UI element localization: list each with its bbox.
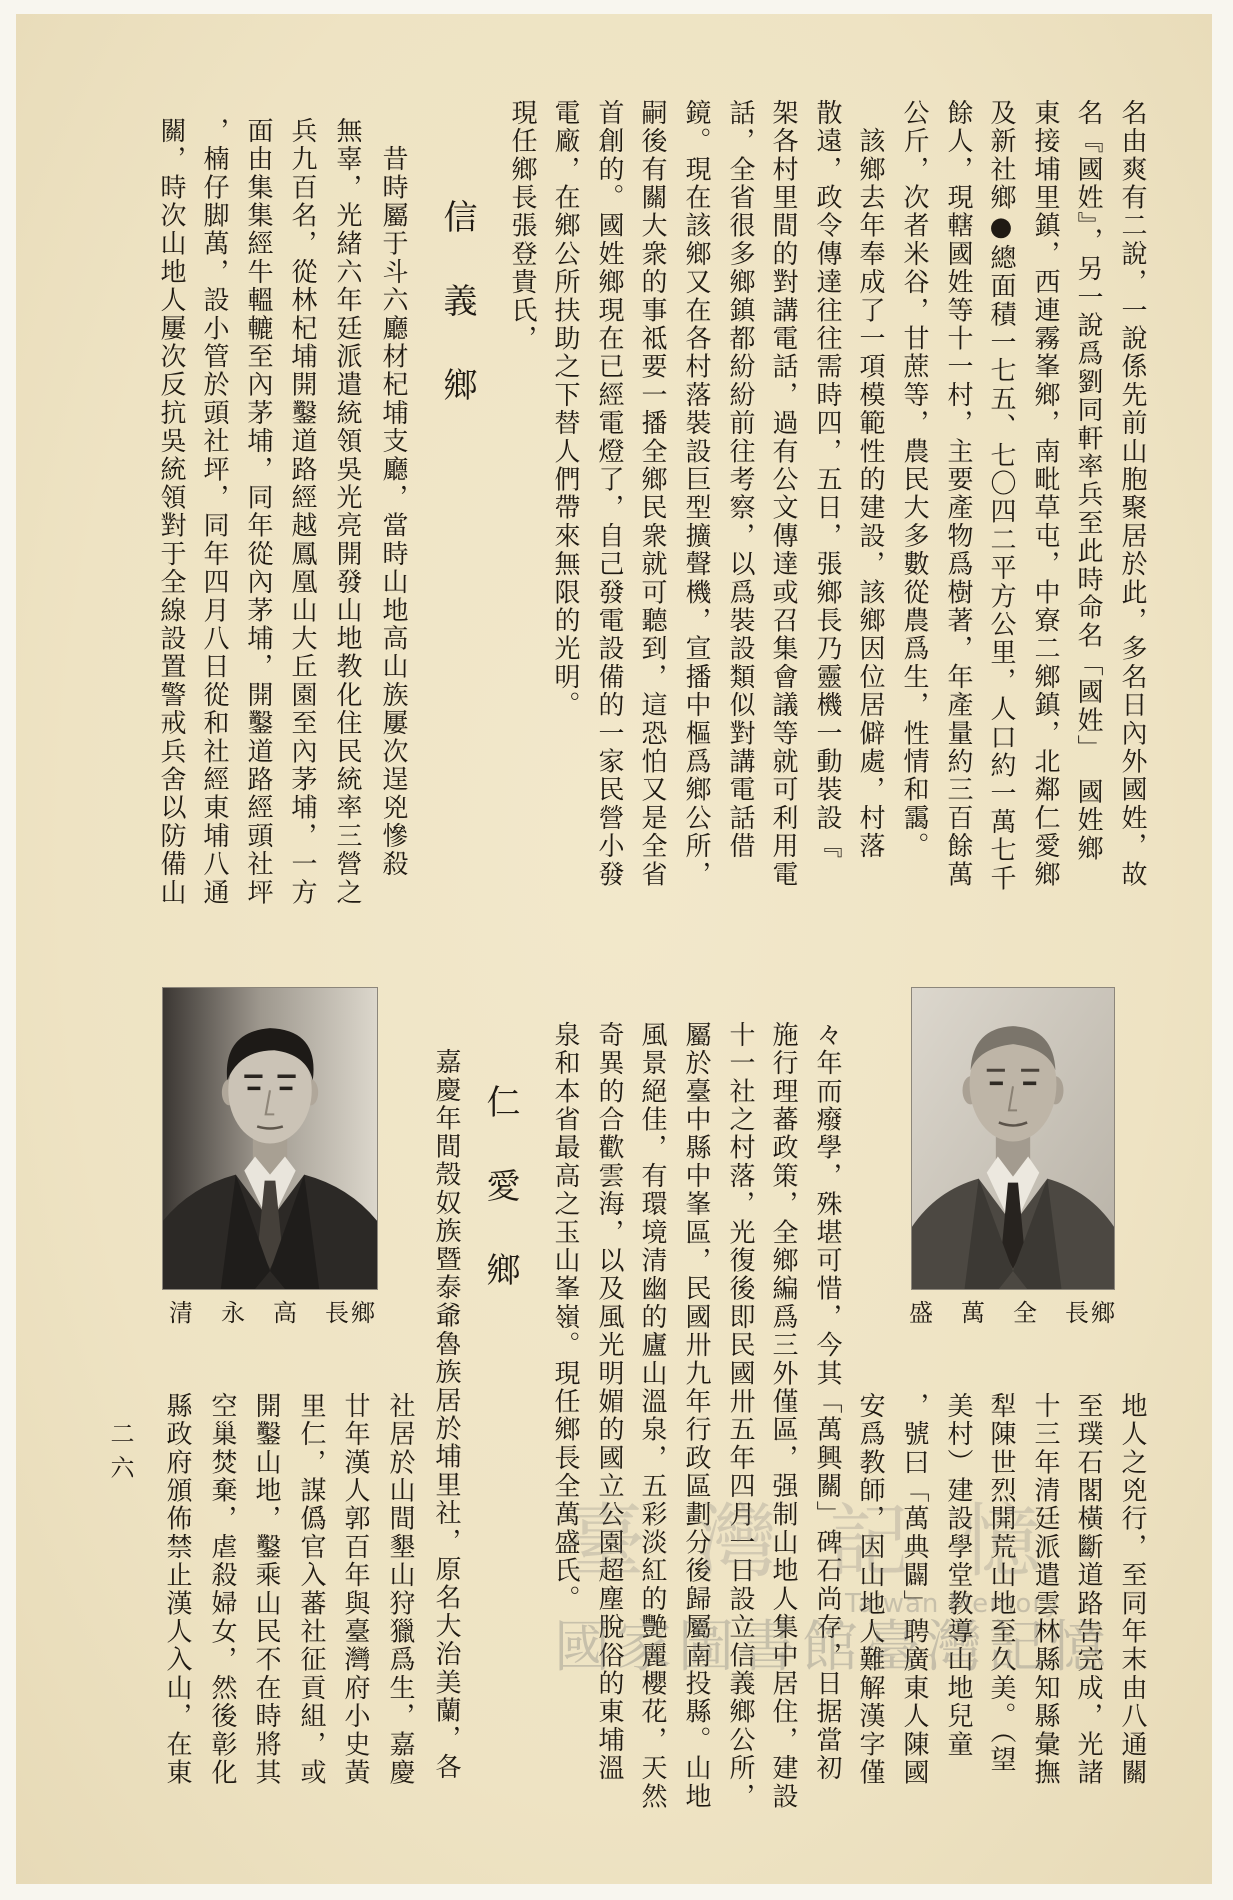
text-column: 地人之兇行，至同年末由八通關 (1117, 1392, 1147, 1787)
watermark-text: 國家圖書館臺灣記憶 (554, 1615, 1112, 1680)
text-column: 架各村里間的對講電話，過有公文傳達或召集會議等就可利用電 (768, 99, 798, 889)
photo-caption: 鄉長 全 萬 盛 (909, 1299, 1117, 1327)
text-column: 至璞石閣橫斷道路告完成，光諸 (1073, 1392, 1103, 1787)
text-column: 公斤，次者米谷，甘蔗等，農民大多數從農爲生，性情和靄。 (899, 99, 929, 861)
text-column: 話，全省很多鄉鎮都紛紛前往考察，以爲裝設類似對講電話借 (725, 99, 755, 861)
portrait-image (163, 988, 377, 1289)
text-column: 東接埔里鎮，西連霧峯鄉，南毗草屯，中寮二鄉鎮，北鄰仁愛鄉 (1030, 99, 1060, 889)
text-column: 電廠，在鄉公所扶助之下替人們帶來無限的光明。 (550, 99, 580, 720)
section-heading-renai: 仁愛鄉 (480, 1084, 520, 1336)
text-column: 々年而癈學，殊堪可惜，今其「萬興關」碑石尚存，日据當初 (812, 1021, 842, 1783)
text-column: 無辜，光緒六年廷派遣統領吳光亮開發山地教化住民統率三營之 (332, 117, 362, 907)
text-column: 面由集集經牛轀轆至內茅埔，同年從內茅埔，開鑿道路經頭社坪 (243, 117, 273, 907)
text-column: 該鄉去年奉成了一項模範性的建設，該鄉因位居僻處，村落 (855, 99, 885, 861)
text-column: 奇異的合歡雲海，以及風光明媚的國立公園超塵脫俗的東埔溫 (594, 1021, 624, 1783)
text-column: 餘人，現轄國姓等十一村，主要產物爲樹著，年產量約三百餘萬 (943, 99, 973, 889)
text-column: 鏡。現在該鄉又在各村落裝設巨型擴聲機，宣播中樞爲鄉公所， (681, 99, 711, 889)
portrait-image (912, 988, 1114, 1289)
text-column: 首創的。國姓鄉現在已經電燈了，自己發電設備的一家民營小發 (594, 99, 624, 889)
text-column: 里仁，謀僞官入蕃社征貢組，或 (296, 1392, 326, 1787)
section-heading-xinyi: 信義鄉 (437, 199, 477, 451)
text-column: 名『國姓』，另一說爲劉同軒率兵至此時命名「國姓」 國姓鄉 (1073, 99, 1103, 863)
portrait-photo (162, 987, 378, 1290)
text-column: 昔時屬于斗六廳材杞埔支廳，當時山地高山族屢次逞兇慘殺 (378, 117, 408, 879)
text-column: ，號曰「萬典闢」聘廣東人陳國 (899, 1392, 929, 1787)
text-column: 十三年清廷派遣雲林縣知縣彙撫 (1030, 1392, 1060, 1787)
text-column: 嗣後有關大衆的事祗要一播全鄉民衆就可聽到，這恐怕又是全省 (637, 99, 667, 889)
text-column: 關，時次山地人屢次反抗吳統領對于全線設置警戒兵舍以防備山 (156, 117, 186, 907)
text-column: 開鑿山地，鑿乘山民不在時將其 (251, 1392, 281, 1787)
text-column: 犁陳世烈開荒山地至久美。（望 (986, 1392, 1016, 1774)
text-column: 屬於臺中縣中峯區，民國卅九年行政區劃分後歸屬南投縣。山地 (681, 1021, 711, 1811)
watermark-logo: 臺灣記憶 (565, 1495, 1093, 1588)
watermark-english: Taiwan Memory (845, 1589, 1061, 1619)
text-column: 名由爽有二說，一說係先前山胞聚居於此，多名日內外國姓，故 (1117, 99, 1147, 889)
text-column: 現任鄉長張登貴氏， (507, 99, 537, 353)
text-column: 兵九百名，從林杞埔開鑿道路經越鳳凰山大丘園至內茅埔，一方 (287, 117, 317, 907)
text-column: 嘉慶年間殼奴族暨泰爺魯族居於埔里社，原名大治美蘭，各 (431, 1048, 461, 1782)
text-column: 十一社之村落，光復後即民國卅五年四月一日設立信義鄉公所， (725, 1021, 755, 1811)
text-column: 美村）建設學堂教導山地兒童 (943, 1392, 973, 1759)
text-column: 縣政府頒佈禁止漢人入山，在東 (162, 1392, 192, 1787)
text-column: 泉和本省最高之玉山峯嶺。現任鄉長全萬盛氏。 (550, 1021, 580, 1614)
page-number: 二六 (106, 1421, 134, 1489)
text-column: 安爲教師，因山地人難解漢字僅 (855, 1392, 885, 1787)
text-column: 散遠，政令傳達往往需時四，五日，張鄉長乃靈機一動裝設『 (812, 99, 842, 861)
text-column: 風景絕佳，有環境清幽的廬山溫泉，五彩淡紅的艷麗櫻花，天然 (637, 1021, 667, 1811)
text-column: 空巢焚棄，虐殺婦女，然後彰化 (207, 1392, 237, 1787)
photo-caption: 鄉長 高 永 清 (169, 1299, 377, 1327)
text-column: 施行理蕃政策，全鄉編爲三外僅區，强制山地人集中居住，建設 (768, 1021, 798, 1811)
text-column: 廿年漢人郭百年與臺灣府小史黃 (340, 1392, 370, 1787)
portrait-photo (911, 987, 1115, 1290)
text-column: ，楠仔脚萬，設小管於頭社坪，同年四月八日從和社經東埔八通 (199, 117, 229, 907)
text-column: 及新社鄉●總面積一七五、七〇四二平方公里，人口約一萬七千 (986, 99, 1016, 893)
text-column: 社居於山間墾山狩獵爲生，嘉慶 (385, 1392, 415, 1787)
